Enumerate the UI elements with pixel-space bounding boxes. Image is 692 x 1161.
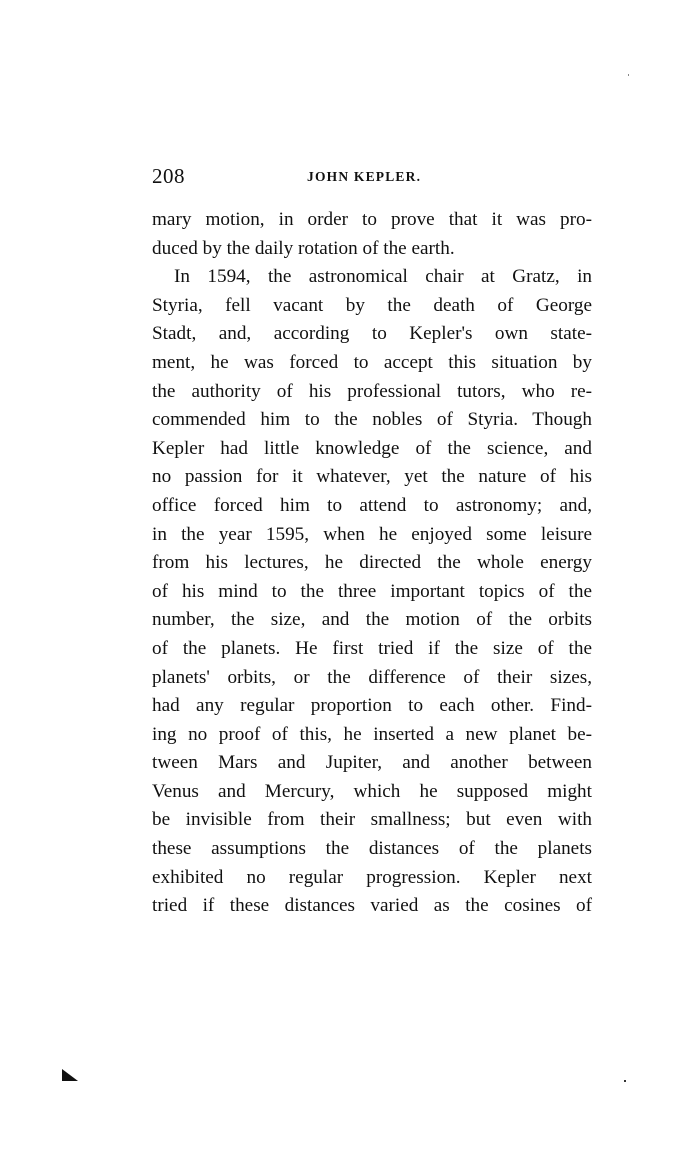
text-line: ing no proof of this, he inserted a new planet be- <box>152 723 592 745</box>
text-line: no passion for it whatever, yet the nature of his <box>152 466 592 488</box>
text-line: planets' orbits, or the difference of their sizes, <box>152 666 592 688</box>
scan-speck <box>628 74 629 76</box>
text-line: the authority of his professional tutors, who re- <box>152 380 592 402</box>
text-line: from his lectures, he directed the whole energy <box>152 552 592 574</box>
text-line: duced by the daily rotation of the earth. <box>152 237 455 259</box>
body-text <box>152 206 592 921</box>
text-line: mary motion, in order to prove that it was pro- <box>152 209 592 230</box>
text-line: had any regular proportion to each other. Find- <box>152 695 592 717</box>
text-line: number, the size, and the motion of the orbits <box>152 609 592 631</box>
text-line: exhibited no regular progression. Kepler next <box>152 866 592 888</box>
text-line: in the year 1595, when he enjoyed some leisure <box>152 523 592 545</box>
text-line: tried if these distances varied as the cosines of <box>152 895 592 917</box>
scan-speck <box>624 1080 626 1082</box>
text-line: commended him to the nobles of Styria. Though <box>152 409 592 431</box>
text-line: office forced him to attend to astronomy; and, <box>152 494 592 516</box>
scan-corner-mark <box>62 1069 78 1081</box>
page-number: 208 <box>152 164 185 188</box>
text-line: Venus and Mercury, which he supposed might <box>152 780 592 802</box>
text-line: ment, he was forced to accept this situation by <box>152 351 592 373</box>
page-header <box>152 164 592 192</box>
text-line: Styria, fell vacant by the death of George <box>152 294 592 316</box>
text-line: of the planets. He first tried if the size of the <box>152 637 592 659</box>
text-line: be invisible from their smallness; but even with <box>152 809 592 831</box>
text-line: In 1594, the astronomical chair at Gratz, in <box>174 266 592 288</box>
text-line: tween Mars and Jupiter, and another between <box>152 752 592 774</box>
text-line: Stadt, and, according to Kepler's own state- <box>152 323 592 345</box>
text-line: of his mind to the three important topics of the <box>152 580 592 602</box>
running-head: JOHN KEPLER. <box>307 169 422 184</box>
text-line: these assumptions the distances of the planets <box>152 838 592 860</box>
text-line: Kepler had little knowledge of the science, and <box>152 437 592 459</box>
